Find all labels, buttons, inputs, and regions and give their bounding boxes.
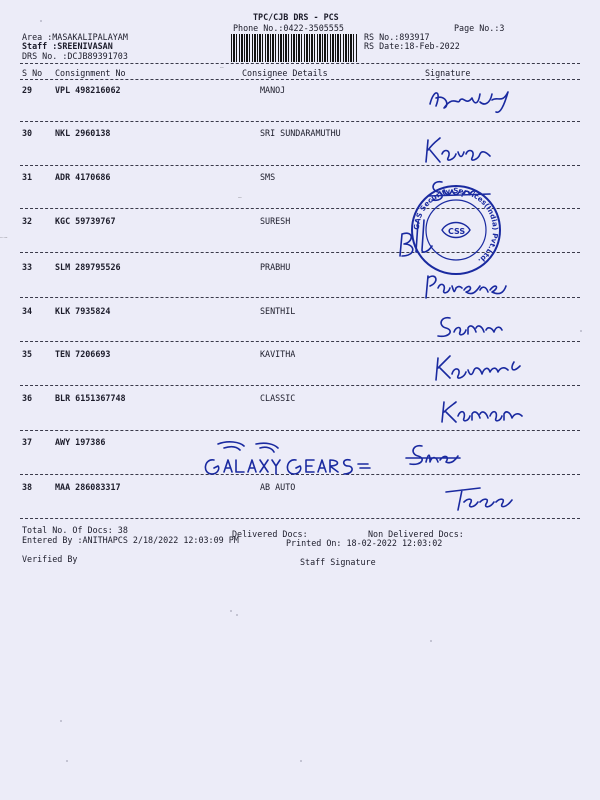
page-number: Page No.:3 <box>454 23 505 33</box>
row-sno: 31 <box>22 172 33 182</box>
rs-date: RS Date:18-Feb-2022 <box>364 41 460 51</box>
row-consignment: TEN 7206693 <box>55 349 111 359</box>
document-title: TPC/CJB DRS - PCS <box>253 12 339 22</box>
phone-number: Phone No.:0422-3505555 <box>233 23 344 33</box>
row-consignee: SRI SUNDARAMUTHU <box>260 128 341 138</box>
verified-by: Verified By <box>22 554 78 564</box>
handwriting-row37: GALAXY GEARS <box>0 238 8 239</box>
handwriting-row33: Parene <box>220 68 224 69</box>
row-sno: 37 <box>22 437 33 447</box>
col-signature: Signature <box>425 68 471 78</box>
row-consignment: KGC 59739767 <box>55 216 116 226</box>
signature-row-32 <box>392 212 442 264</box>
row-sno: 38 <box>22 482 33 492</box>
row-sno: 36 <box>22 393 33 403</box>
divider <box>20 79 580 80</box>
signature-row-30 <box>420 132 530 168</box>
row-consignee: MANOJ <box>260 85 286 95</box>
stamp-text: GAS Security Services(India) Pvt.Ltd. <box>411 185 501 266</box>
row-consignment: MAA 286083317 <box>55 482 121 492</box>
signature-row-29 <box>420 84 520 118</box>
row-sno: 30 <box>22 128 33 138</box>
row-consignee: SENTHIL <box>260 306 296 316</box>
col-sno: S No <box>22 68 43 78</box>
non-delivered-docs: Non Delivered Docs: <box>368 529 464 539</box>
row-consignment: AWY 197386 <box>55 437 106 447</box>
signature-row-37 <box>400 440 470 472</box>
row-divider <box>20 121 580 122</box>
row-sno: 32 <box>22 216 33 226</box>
row-sno: 35 <box>22 349 33 359</box>
printed-on: Printed On: 18-02-2022 12:03:02 <box>286 538 443 548</box>
row-divider <box>20 430 580 431</box>
row-consignee: SURESH <box>260 216 291 226</box>
staff-label: Staff :SREENIVASAN <box>22 41 113 51</box>
row-consignee: AB AUTO <box>260 482 296 492</box>
row-consignee: SMS <box>260 172 276 182</box>
signature-row-34 <box>428 310 508 342</box>
row-consignee: CLASSIC <box>260 393 296 403</box>
row-sno: 33 <box>22 262 33 272</box>
row-consignment: SLM 289795526 <box>55 262 121 272</box>
row-consignment: NKL 2960138 <box>55 128 111 138</box>
col-consignee: Consignee Details <box>242 68 328 78</box>
handwriting-row36: Kannan <box>238 198 242 199</box>
col-consignment: Consignment No <box>55 68 126 78</box>
row-divider <box>20 518 580 519</box>
divider <box>20 63 580 64</box>
delivered-docs: Delivered Docs: <box>232 529 308 539</box>
row-consignment: BLR 6151367748 <box>55 393 126 403</box>
svg-text:CSS: CSS <box>448 227 466 236</box>
row-sno: 34 <box>22 306 33 316</box>
row-sno: 29 <box>22 85 33 95</box>
drs-number: DRS No. :DCJB89391703 <box>22 51 128 61</box>
area-label: Area :MASAKALIPALAYAM <box>22 32 128 42</box>
row-consignment: ADR 4170686 <box>55 172 111 182</box>
total-docs: Total No. Of Docs: 38 <box>22 525 128 535</box>
row-divider <box>20 385 580 386</box>
signature-row-35 <box>430 352 540 384</box>
row-consignee: PRABHU <box>260 262 291 272</box>
row-consignment: KLK 7935824 <box>55 306 111 316</box>
signature-row-38 <box>440 484 520 514</box>
row-consignment: VPL 498216062 <box>55 85 121 95</box>
entered-by: Entered By :ANITHAPCS 2/18/2022 12:03:09 PM <box>22 535 239 545</box>
row-consignee: KAVITHA <box>260 349 296 359</box>
barcode <box>231 34 358 62</box>
rs-number: RS No.:893917 <box>364 32 430 42</box>
staff-signature-label: Staff Signature <box>300 557 376 567</box>
